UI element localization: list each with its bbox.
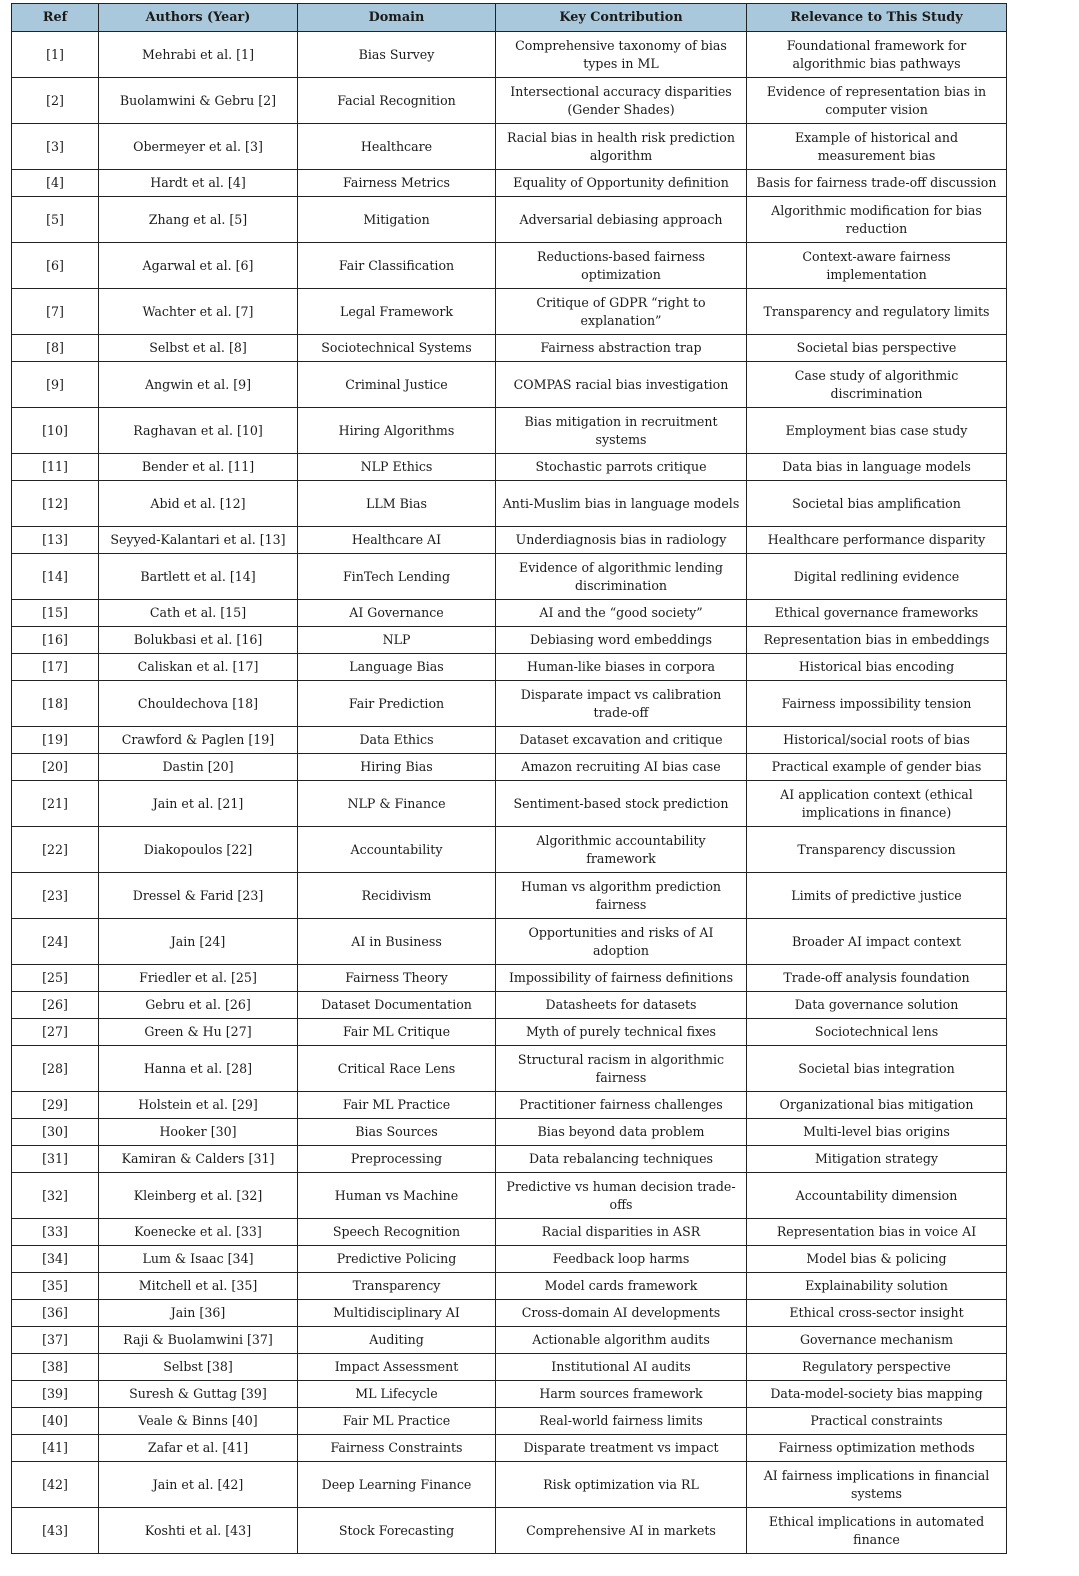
table-row <box>12 1019 1007 1046</box>
table-row <box>12 289 1007 335</box>
table-row <box>12 362 1007 408</box>
cell-key-contribution: Bias mitigation in recruitment systems <box>496 408 747 454</box>
cell-relevance: Multi-level bias origins <box>747 1119 1007 1146</box>
cell-ref: [4] <box>12 170 99 197</box>
cell-ref: [18] <box>12 681 99 727</box>
cell-domain: Human vs Machine <box>298 1173 496 1219</box>
cell-authors: Obermeyer et al. [3] <box>99 124 298 170</box>
cell-key-contribution: Algorithmic accountability framework <box>496 827 747 873</box>
table-row <box>12 654 1007 681</box>
cell-domain: FinTech Lending <box>298 554 496 600</box>
cell-key-contribution: Opportunities and risks of AI adoption <box>496 919 747 965</box>
cell-relevance: Transparency discussion <box>747 827 1007 873</box>
cell-domain: Accountability <box>298 827 496 873</box>
cell-domain: Speech Recognition <box>298 1219 496 1246</box>
header-relevance: Relevance to This Study <box>747 4 1007 32</box>
cell-domain: Healthcare <box>298 124 496 170</box>
table-row <box>12 481 1007 527</box>
cell-key-contribution: COMPAS racial bias investigation <box>496 362 747 408</box>
cell-ref: [43] <box>12 1508 99 1554</box>
cell-domain: NLP & Finance <box>298 781 496 827</box>
cell-authors: Hooker [30] <box>99 1119 298 1146</box>
cell-authors: Kleinberg et al. [32] <box>99 1173 298 1219</box>
cell-ref: [23] <box>12 873 99 919</box>
cell-authors: Crawford & Paglen [19] <box>99 727 298 754</box>
cell-authors: Angwin et al. [9] <box>99 362 298 408</box>
cell-authors: Kamiran & Calders [31] <box>99 1146 298 1173</box>
cell-ref: [6] <box>12 243 99 289</box>
cell-ref: [21] <box>12 781 99 827</box>
cell-authors: Zafar et al. [41] <box>99 1435 298 1462</box>
cell-domain: Fairness Constraints <box>298 1435 496 1462</box>
table-row <box>12 243 1007 289</box>
table-row <box>12 335 1007 362</box>
cell-ref: [42] <box>12 1462 99 1508</box>
cell-relevance: Societal bias perspective <box>747 335 1007 362</box>
header-authors: Authors (Year) <box>99 4 298 32</box>
table-row <box>12 1354 1007 1381</box>
table-row <box>12 1273 1007 1300</box>
table-row <box>12 1173 1007 1219</box>
cell-relevance: Governance mechanism <box>747 1327 1007 1354</box>
cell-key-contribution: Reductions-based fairness optimization <box>496 243 747 289</box>
cell-key-contribution: Practitioner fairness challenges <box>496 1092 747 1119</box>
cell-domain: ML Lifecycle <box>298 1381 496 1408</box>
cell-domain: Bias Survey <box>298 32 496 78</box>
cell-relevance: Mitigation strategy <box>747 1146 1007 1173</box>
cell-authors: Buolamwini & Gebru [2] <box>99 78 298 124</box>
table-row <box>12 1246 1007 1273</box>
cell-domain: Healthcare AI <box>298 527 496 554</box>
cell-relevance: Ethical implications in automated finance <box>747 1508 1007 1554</box>
cell-authors: Jain et al. [21] <box>99 781 298 827</box>
cell-key-contribution: Dataset excavation and critique <box>496 727 747 754</box>
cell-key-contribution: Model cards framework <box>496 1273 747 1300</box>
cell-ref: [12] <box>12 481 99 527</box>
cell-authors: Koenecke et al. [33] <box>99 1219 298 1246</box>
cell-domain: NLP <box>298 627 496 654</box>
cell-domain: Auditing <box>298 1327 496 1354</box>
cell-ref: [22] <box>12 827 99 873</box>
cell-relevance: Case study of algorithmic discrimination <box>747 362 1007 408</box>
table-row <box>12 1508 1007 1554</box>
cell-domain: Critical Race Lens <box>298 1046 496 1092</box>
cell-relevance: Foundational framework for algorithmic bias pathways <box>747 32 1007 78</box>
table-row <box>12 681 1007 727</box>
cell-domain: Predictive Policing <box>298 1246 496 1273</box>
cell-relevance: Trade-off analysis foundation <box>747 965 1007 992</box>
cell-relevance: Digital redlining evidence <box>747 554 1007 600</box>
cell-ref: [9] <box>12 362 99 408</box>
cell-key-contribution: Human vs algorithm prediction fairness <box>496 873 747 919</box>
cell-relevance: Ethical cross-sector insight <box>747 1300 1007 1327</box>
cell-relevance: Basis for fairness trade-off discussion <box>747 170 1007 197</box>
table-row <box>12 1046 1007 1092</box>
cell-relevance: Example of historical and measurement bias <box>747 124 1007 170</box>
literature-review-table <box>11 3 1007 1554</box>
cell-key-contribution: Debiasing word embeddings <box>496 627 747 654</box>
cell-authors: Friedler et al. [25] <box>99 965 298 992</box>
cell-relevance: Practical constraints <box>747 1408 1007 1435</box>
cell-key-contribution: Structural racism in algorithmic fairness <box>496 1046 747 1092</box>
cell-ref: [14] <box>12 554 99 600</box>
cell-key-contribution: Stochastic parrots critique <box>496 454 747 481</box>
table-row <box>12 600 1007 627</box>
table-row <box>12 124 1007 170</box>
cell-ref: [3] <box>12 124 99 170</box>
cell-authors: Cath et al. [15] <box>99 600 298 627</box>
cell-domain: Fair Classification <box>298 243 496 289</box>
cell-authors: Veale & Binns [40] <box>99 1408 298 1435</box>
cell-ref: [41] <box>12 1435 99 1462</box>
cell-relevance: Societal bias amplification <box>747 481 1007 527</box>
cell-ref: [39] <box>12 1381 99 1408</box>
cell-domain: Deep Learning Finance <box>298 1462 496 1508</box>
cell-key-contribution: Data rebalancing techniques <box>496 1146 747 1173</box>
cell-relevance: Societal bias integration <box>747 1046 1007 1092</box>
cell-ref: [38] <box>12 1354 99 1381</box>
cell-relevance: Historical bias encoding <box>747 654 1007 681</box>
cell-key-contribution: Comprehensive taxonomy of bias types in ML <box>496 32 747 78</box>
table-row <box>12 1408 1007 1435</box>
cell-ref: [37] <box>12 1327 99 1354</box>
cell-relevance: Broader AI impact context <box>747 919 1007 965</box>
table-row <box>12 78 1007 124</box>
cell-authors: Koshti et al. [43] <box>99 1508 298 1554</box>
cell-key-contribution: Impossibility of fairness definitions <box>496 965 747 992</box>
cell-domain: AI Governance <box>298 600 496 627</box>
cell-authors: Dressel & Farid [23] <box>99 873 298 919</box>
cell-ref: [15] <box>12 600 99 627</box>
cell-key-contribution: Disparate treatment vs impact <box>496 1435 747 1462</box>
table-row <box>12 1146 1007 1173</box>
cell-key-contribution: Racial bias in health risk prediction algorithm <box>496 124 747 170</box>
cell-key-contribution: AI and the “good society” <box>496 600 747 627</box>
cell-ref: [33] <box>12 1219 99 1246</box>
cell-key-contribution: Evidence of algorithmic lending discrimination <box>496 554 747 600</box>
cell-authors: Hanna et al. [28] <box>99 1046 298 1092</box>
cell-authors: Hardt et al. [4] <box>99 170 298 197</box>
cell-authors: Suresh & Guttag [39] <box>99 1381 298 1408</box>
cell-ref: [19] <box>12 727 99 754</box>
cell-domain: Fairness Metrics <box>298 170 496 197</box>
cell-relevance: Representation bias in embeddings <box>747 627 1007 654</box>
cell-domain: Stock Forecasting <box>298 1508 496 1554</box>
table-row <box>12 197 1007 243</box>
table-row <box>12 992 1007 1019</box>
cell-ref: [7] <box>12 289 99 335</box>
cell-ref: [26] <box>12 992 99 1019</box>
cell-key-contribution: Risk optimization via RL <box>496 1462 747 1508</box>
cell-domain: Fair ML Practice <box>298 1408 496 1435</box>
cell-relevance: Organizational bias mitigation <box>747 1092 1007 1119</box>
cell-authors: Chouldechova [18] <box>99 681 298 727</box>
cell-ref: [1] <box>12 32 99 78</box>
cell-domain: Hiring Bias <box>298 754 496 781</box>
cell-ref: [13] <box>12 527 99 554</box>
cell-ref: [35] <box>12 1273 99 1300</box>
cell-key-contribution: Institutional AI audits <box>496 1354 747 1381</box>
cell-authors: Raghavan et al. [10] <box>99 408 298 454</box>
cell-relevance: Historical/social roots of bias <box>747 727 1007 754</box>
cell-key-contribution: Sentiment-based stock prediction <box>496 781 747 827</box>
cell-domain: Preprocessing <box>298 1146 496 1173</box>
cell-key-contribution: Fairness abstraction trap <box>496 335 747 362</box>
cell-ref: [40] <box>12 1408 99 1435</box>
table-body <box>12 32 1007 1554</box>
table-header-row <box>12 4 1007 32</box>
cell-domain: Criminal Justice <box>298 362 496 408</box>
table-row <box>12 727 1007 754</box>
cell-relevance: Fairness impossibility tension <box>747 681 1007 727</box>
cell-ref: [10] <box>12 408 99 454</box>
cell-authors: Mitchell et al. [35] <box>99 1273 298 1300</box>
cell-relevance: Evidence of representation bias in computer vision <box>747 78 1007 124</box>
cell-authors: Jain [36] <box>99 1300 298 1327</box>
cell-key-contribution: Predictive vs human decision trade-offs <box>496 1173 747 1219</box>
cell-ref: [16] <box>12 627 99 654</box>
cell-authors: Jain et al. [42] <box>99 1462 298 1508</box>
cell-authors: Selbst et al. [8] <box>99 335 298 362</box>
cell-domain: Transparency <box>298 1273 496 1300</box>
cell-key-contribution: Amazon recruiting AI bias case <box>496 754 747 781</box>
cell-key-contribution: Disparate impact vs calibration trade-off <box>496 681 747 727</box>
cell-key-contribution: Adversarial debiasing approach <box>496 197 747 243</box>
cell-domain: LLM Bias <box>298 481 496 527</box>
cell-relevance: Representation bias in voice AI <box>747 1219 1007 1246</box>
cell-key-contribution: Comprehensive AI in markets <box>496 1508 747 1554</box>
table-row <box>12 873 1007 919</box>
table-row <box>12 1092 1007 1119</box>
cell-key-contribution: Anti-Muslim bias in language models <box>496 481 747 527</box>
table-row <box>12 554 1007 600</box>
cell-relevance: Data governance solution <box>747 992 1007 1019</box>
cell-relevance: Healthcare performance disparity <box>747 527 1007 554</box>
table-row <box>12 32 1007 78</box>
cell-domain: Sociotechnical Systems <box>298 335 496 362</box>
cell-ref: [36] <box>12 1300 99 1327</box>
cell-key-contribution: Equality of Opportunity definition <box>496 170 747 197</box>
cell-domain: Fair ML Practice <box>298 1092 496 1119</box>
cell-domain: Fair Prediction <box>298 681 496 727</box>
cell-domain: Fairness Theory <box>298 965 496 992</box>
cell-key-contribution: Critique of GDPR “right to explanation” <box>496 289 747 335</box>
cell-ref: [30] <box>12 1119 99 1146</box>
cell-domain: Data Ethics <box>298 727 496 754</box>
table-row <box>12 1219 1007 1246</box>
cell-relevance: Sociotechnical lens <box>747 1019 1007 1046</box>
cell-domain: Facial Recognition <box>298 78 496 124</box>
cell-ref: [28] <box>12 1046 99 1092</box>
table-row <box>12 1119 1007 1146</box>
table-row <box>12 965 1007 992</box>
cell-authors: Seyyed-Kalantari et al. [13] <box>99 527 298 554</box>
cell-authors: Selbst [38] <box>99 1354 298 1381</box>
table-row <box>12 827 1007 873</box>
cell-domain: Multidisciplinary AI <box>298 1300 496 1327</box>
cell-ref: [11] <box>12 454 99 481</box>
cell-authors: Bartlett et al. [14] <box>99 554 298 600</box>
cell-authors: Abid et al. [12] <box>99 481 298 527</box>
cell-authors: Gebru et al. [26] <box>99 992 298 1019</box>
cell-domain: Impact Assessment <box>298 1354 496 1381</box>
cell-key-contribution: Racial disparities in ASR <box>496 1219 747 1246</box>
cell-authors: Bolukbasi et al. [16] <box>99 627 298 654</box>
cell-ref: [25] <box>12 965 99 992</box>
cell-ref: [5] <box>12 197 99 243</box>
cell-domain: Dataset Documentation <box>298 992 496 1019</box>
cell-domain: AI in Business <box>298 919 496 965</box>
table-row <box>12 627 1007 654</box>
cell-ref: [8] <box>12 335 99 362</box>
cell-domain: NLP Ethics <box>298 454 496 481</box>
cell-ref: [24] <box>12 919 99 965</box>
cell-key-contribution: Bias beyond data problem <box>496 1119 747 1146</box>
cell-domain: Language Bias <box>298 654 496 681</box>
header-domain: Domain <box>298 4 496 32</box>
cell-authors: Diakopoulos [22] <box>99 827 298 873</box>
cell-authors: Dastin [20] <box>99 754 298 781</box>
table-row <box>12 754 1007 781</box>
cell-ref: [29] <box>12 1092 99 1119</box>
cell-relevance: Ethical governance frameworks <box>747 600 1007 627</box>
cell-authors: Jain [24] <box>99 919 298 965</box>
cell-key-contribution: Datasheets for datasets <box>496 992 747 1019</box>
cell-authors: Zhang et al. [5] <box>99 197 298 243</box>
table-row <box>12 454 1007 481</box>
cell-relevance: Explainability solution <box>747 1273 1007 1300</box>
cell-key-contribution: Harm sources framework <box>496 1381 747 1408</box>
table-row <box>12 1381 1007 1408</box>
cell-ref: [31] <box>12 1146 99 1173</box>
header-key-contribution: Key Contribution <box>496 4 747 32</box>
table-row <box>12 919 1007 965</box>
cell-domain: Bias Sources <box>298 1119 496 1146</box>
cell-relevance: Model bias & policing <box>747 1246 1007 1273</box>
cell-ref: [27] <box>12 1019 99 1046</box>
table-row <box>12 781 1007 827</box>
cell-authors: Bender et al. [11] <box>99 454 298 481</box>
cell-domain: Legal Framework <box>298 289 496 335</box>
cell-relevance: AI application context (ethical implications in finance) <box>747 781 1007 827</box>
table-row <box>12 1327 1007 1354</box>
cell-relevance: Algorithmic modification for bias reduction <box>747 197 1007 243</box>
cell-relevance: Employment bias case study <box>747 408 1007 454</box>
cell-key-contribution: Myth of purely technical fixes <box>496 1019 747 1046</box>
cell-relevance: AI fairness implications in financial systems <box>747 1462 1007 1508</box>
cell-relevance: Accountability dimension <box>747 1173 1007 1219</box>
cell-ref: [20] <box>12 754 99 781</box>
cell-ref: [32] <box>12 1173 99 1219</box>
cell-domain: Recidivism <box>298 873 496 919</box>
cell-key-contribution: Feedback loop harms <box>496 1246 747 1273</box>
cell-authors: Caliskan et al. [17] <box>99 654 298 681</box>
cell-key-contribution: Real-world fairness limits <box>496 1408 747 1435</box>
cell-authors: Wachter et al. [7] <box>99 289 298 335</box>
cell-authors: Green & Hu [27] <box>99 1019 298 1046</box>
table-row <box>12 1300 1007 1327</box>
cell-ref: [2] <box>12 78 99 124</box>
cell-relevance: Data bias in language models <box>747 454 1007 481</box>
cell-relevance: Context-aware fairness implementation <box>747 243 1007 289</box>
cell-authors: Lum & Isaac [34] <box>99 1246 298 1273</box>
cell-authors: Mehrabi et al. [1] <box>99 32 298 78</box>
header-ref: Ref <box>12 4 99 32</box>
cell-authors: Agarwal et al. [6] <box>99 243 298 289</box>
table-row <box>12 1462 1007 1508</box>
cell-key-contribution: Underdiagnosis bias in radiology <box>496 527 747 554</box>
cell-domain: Hiring Algorithms <box>298 408 496 454</box>
cell-relevance: Transparency and regulatory limits <box>747 289 1007 335</box>
cell-key-contribution: Intersectional accuracy disparities (Gender Shades) <box>496 78 747 124</box>
cell-relevance: Data-model-society bias mapping <box>747 1381 1007 1408</box>
cell-domain: Mitigation <box>298 197 496 243</box>
cell-relevance: Fairness optimization methods <box>747 1435 1007 1462</box>
table-row <box>12 408 1007 454</box>
table-row <box>12 170 1007 197</box>
cell-domain: Fair ML Critique <box>298 1019 496 1046</box>
cell-relevance: Regulatory perspective <box>747 1354 1007 1381</box>
cell-ref: [17] <box>12 654 99 681</box>
cell-ref: [34] <box>12 1246 99 1273</box>
cell-relevance: Practical example of gender bias <box>747 754 1007 781</box>
cell-key-contribution: Actionable algorithm audits <box>496 1327 747 1354</box>
cell-key-contribution: Cross-domain AI developments <box>496 1300 747 1327</box>
cell-key-contribution: Human-like biases in corpora <box>496 654 747 681</box>
table-row <box>12 1435 1007 1462</box>
cell-authors: Holstein et al. [29] <box>99 1092 298 1119</box>
cell-authors: Raji & Buolamwini [37] <box>99 1327 298 1354</box>
table-row <box>12 527 1007 554</box>
cell-relevance: Limits of predictive justice <box>747 873 1007 919</box>
